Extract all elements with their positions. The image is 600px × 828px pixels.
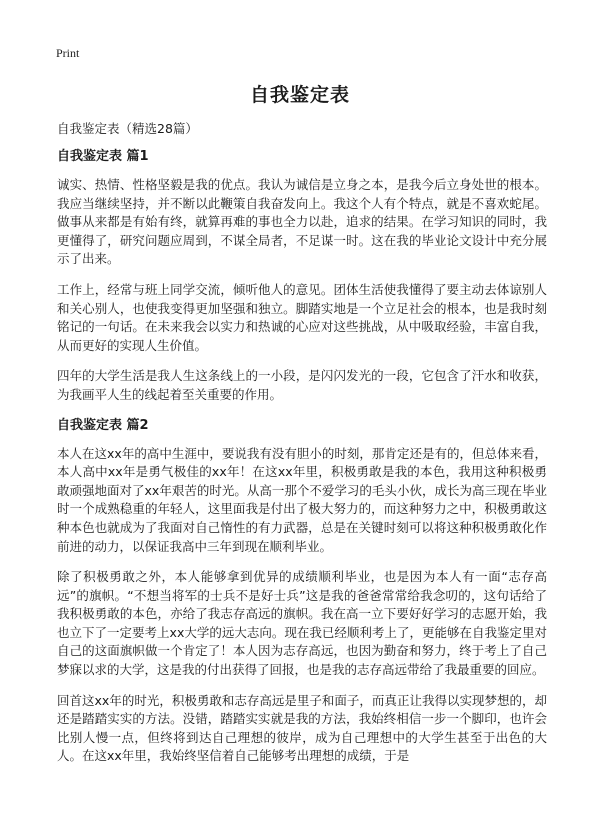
document-subtitle: 自我鉴定表（精选28篇） <box>57 121 198 136</box>
paragraph: 诚实、热情、性格坚毅是我的优点。我认为诚信是立身之本，是我今后立身处世的根本。我应当继续坚持，并不断以此鞭策自我奋发向上。我这个人有个特点，就是不喜欢蛇尾。做事从来都是有始有终，就算再难的事也全力以赴，追求的结果。在学习知识的同时，我更懂得了，研究问题应周到，不谋全局者，不足谋一时。这在我的毕业论文设计中充分展示了出来。 <box>57 177 547 267</box>
section-1 <box>57 148 547 405</box>
paragraph: 四年的大学生活是我人生这条线上的一小段，是闪闪发光的一段，它包含了汗水和收获，为我画平人生的线起着至关重要的作用。 <box>57 368 547 402</box>
page-title: 自我鉴定表 <box>249 84 350 106</box>
document-body <box>57 120 547 778</box>
paragraph: 工作上，经常与班上同学交流，倾听他人的意见。团体生活使我懂得了要主动去体谅别人和关心别人，也使我变得更加坚强和独立。脚踏实地是一个立足社会的根本，也是我时刻铭记的一句话。在未来我会以实力和热诚的心应对这些挑战，从中吸取经验，丰富自我，从而更好的实现人生价值。 <box>57 281 547 353</box>
section-2 <box>57 417 547 767</box>
paragraph: 本人在这xx年的高中生涯中，要说我有没有胆小的时刻，那肯定还是有的，但总体来看，本人高中xx年是勇气极佳的xx年！在这xx年里，积极勇敢是我的本色，我用这种积极勇敢顽强地面对了xx年艰苦的时光。从高一那个不爱学习的毛头小伙，成长为高三现在毕业时一个成熟稳重的年轻人，这里面我是付出了极大努力的，而这种努力之中，积极勇敢这种本色也就成为了我面对自己惰性的有力武器，总是在关键时刻可以将这种积极勇敢化作前进的动力，以保证我高中三年到现在顺利毕业。 <box>57 445 547 554</box>
print-link[interactable]: Print <box>56 46 80 60</box>
section-heading: 自我鉴定表 篇2 <box>57 417 149 433</box>
section-heading: 自我鉴定表 篇1 <box>57 149 149 164</box>
paragraph: 除了积极勇敢之外，本人能够拿到优异的成绩顺利毕业，也是因为本人有一面“志存高远”的旗帜。“不想当将军的士兵不是好士兵”这是我的爸爸常常给我念叨的，这句话给了我积极勇敢的本色，亦给了我志存高远的旗帜。我在高一立下要好好学习的志愿开始，我也立下了一定要考上xx大学的远大志向。现在我已经顺利考上了，更能够在自我鉴定里对自己的这面旗帜做一个肯定了！本人因为志存高远，也因为勤奋和努力，终于考上了自己梦寐以求的大学，这是我的付出获得了回报，也是我的志存高远带给了我最重要的回应。 <box>57 569 547 678</box>
paragraph: 回首这xx年的时光，积极勇敢和志存高远是里子和面子，而真正让我得以实现梦想的，却还是踏踏实实的方法。没错，踏踏实实就是我的方法，我始终相信一步一个脚印，也许会比别人慢一点，但终将到达自己理想的彼岸，成为自己理想中的大学生甚至于出色的大人。在这xx年里，我始终坚信着自己能够考出理想的成绩，于是 <box>57 692 547 764</box>
